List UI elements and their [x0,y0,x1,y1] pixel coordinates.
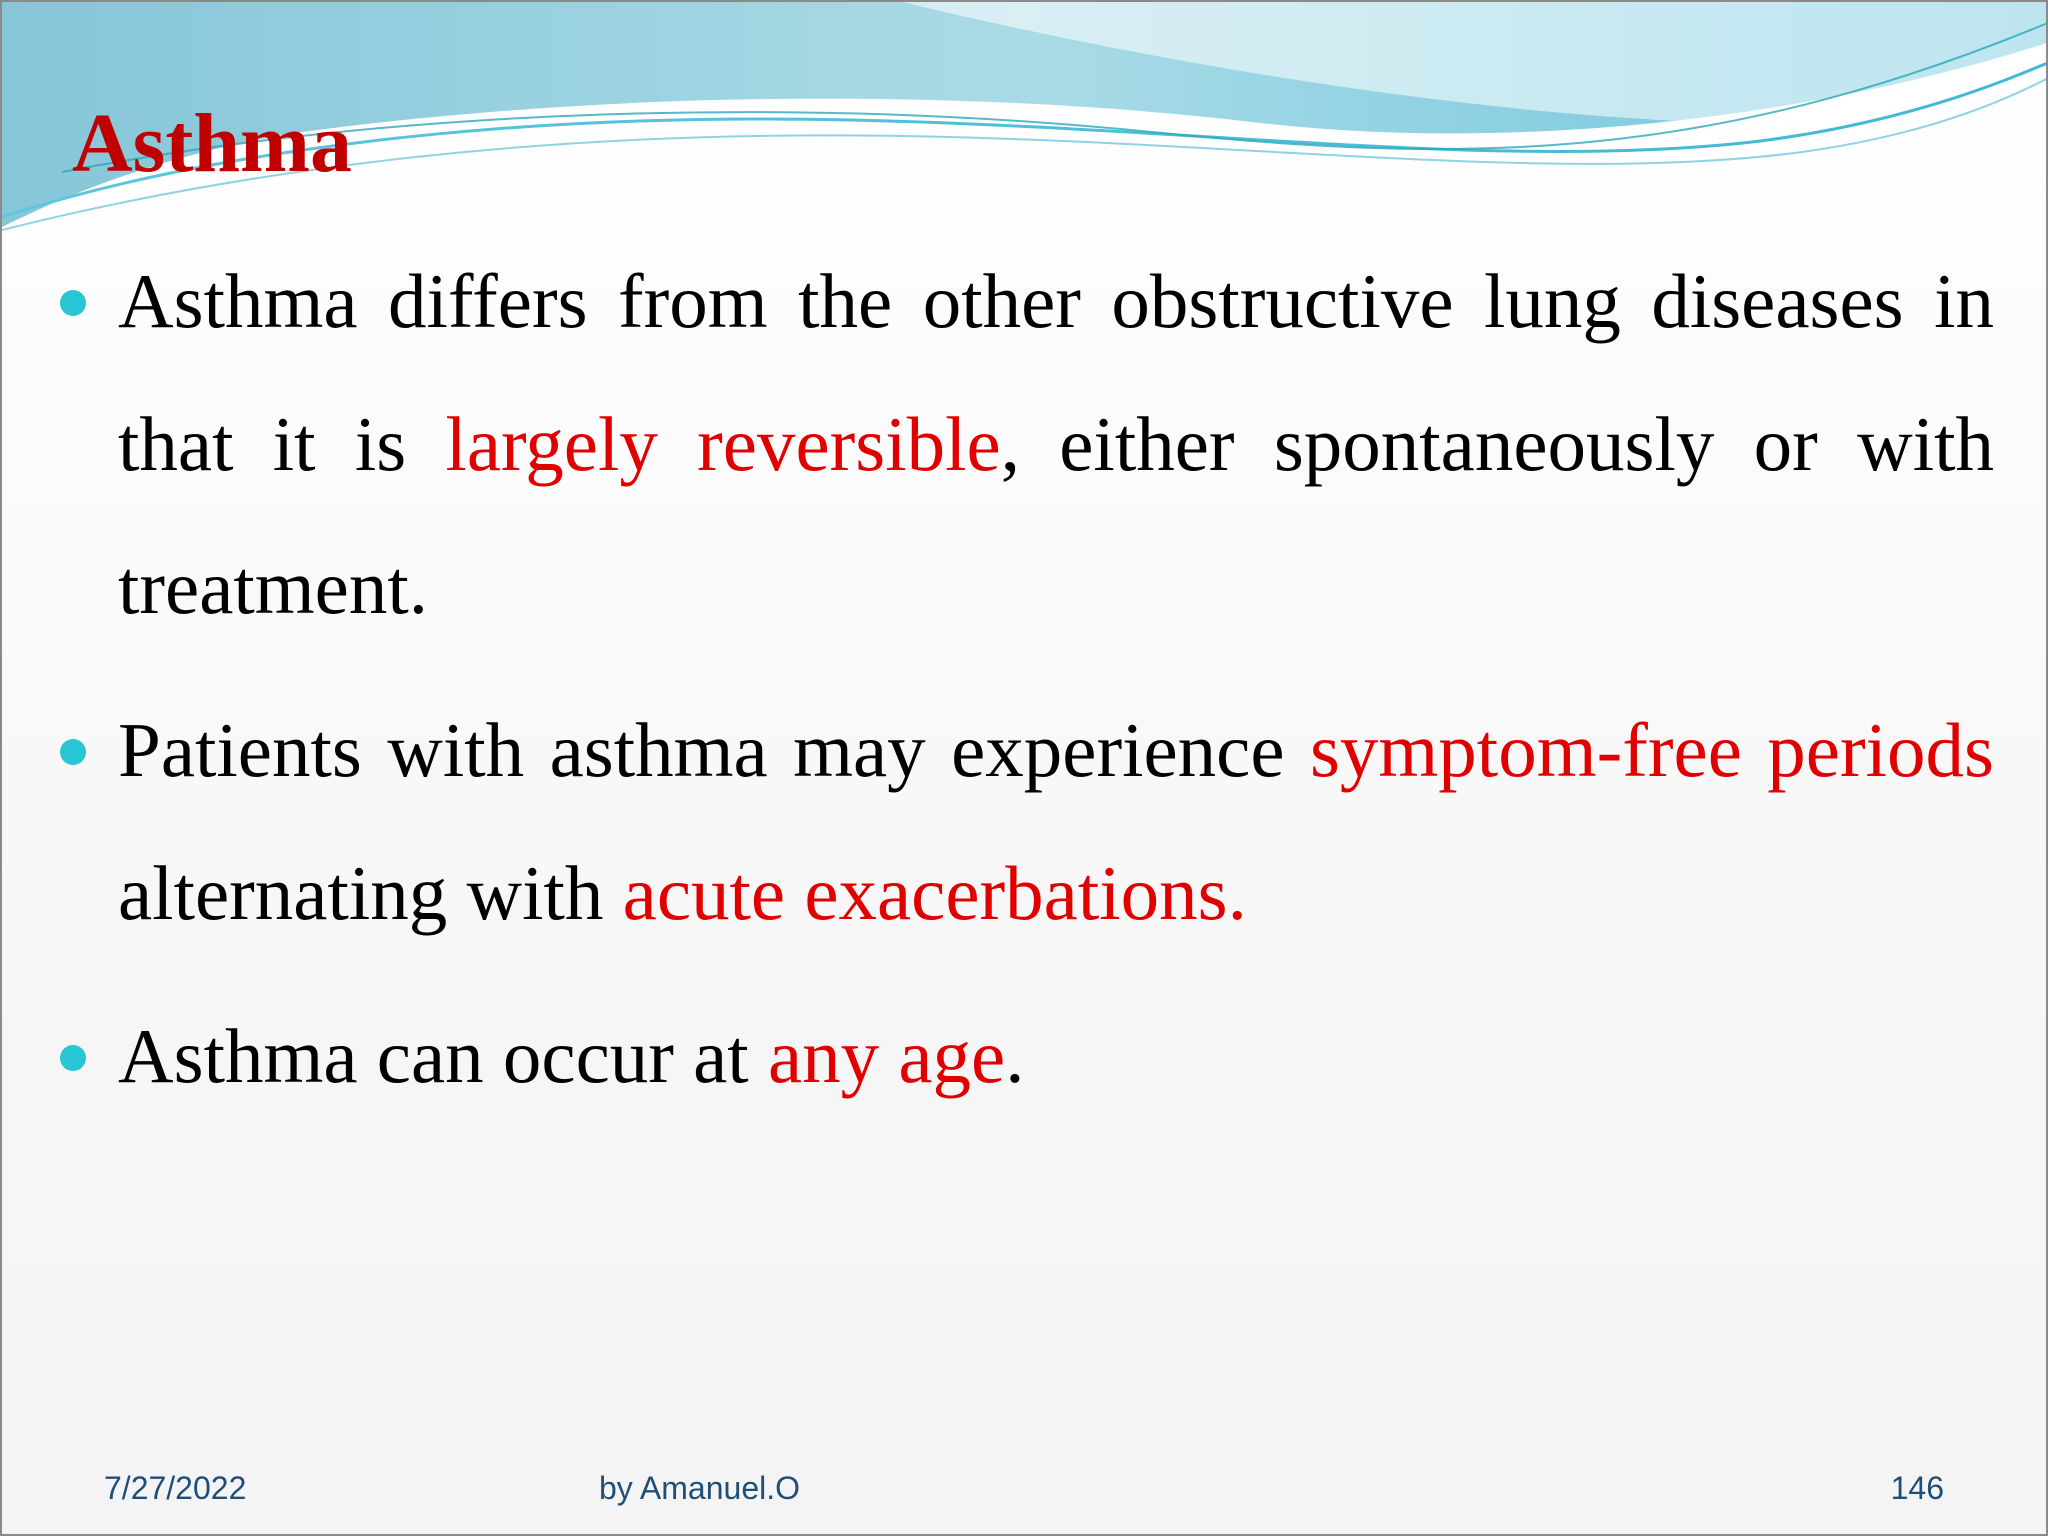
slide-title: Asthma [72,97,353,190]
bullet-item [118,230,1994,659]
footer-author: by Amanuel.O [599,1470,800,1506]
bullet-list [118,230,1994,1148]
bullet-text: alternating with [118,850,623,936]
bullet-item [118,985,1994,1128]
bullet-text: , either spontaneously or with treatment. [118,401,1995,630]
slide-number: 146 [1890,1470,1944,1506]
footer-date: 7/27/2022 [104,1470,247,1506]
bullet-dot-icon [60,1045,86,1071]
bullet-text: Asthma can occur at [118,1013,768,1099]
emphasis-text: symptom-free periods [1309,707,1994,793]
bullet-text: Asthma differs from the other obstructive lung diseases in that it is [118,258,1994,487]
bullet-dot-icon [60,290,86,316]
bullet-dot-icon [60,739,86,765]
emphasis-text: largely reversible [445,401,1001,487]
emphasis-text: any age [767,1013,1006,1099]
bullet-item [118,679,1994,965]
bullet-text: Patients with asthma may experience [118,707,1310,793]
emphasis-text: acute exacerbations. [622,850,1247,936]
bullet-text: . [1005,1013,1025,1099]
